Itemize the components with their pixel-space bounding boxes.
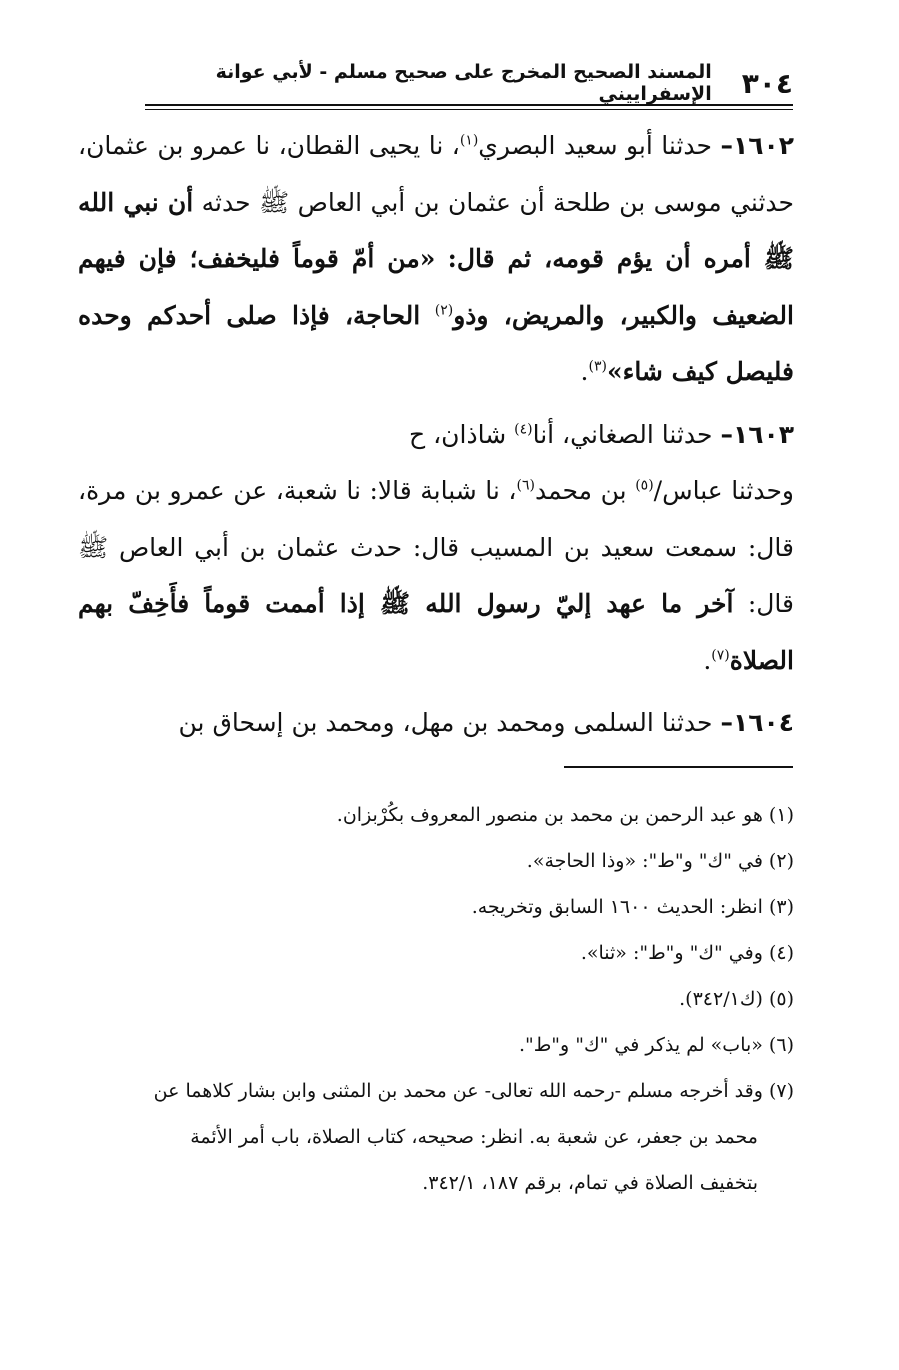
footnote-6: (٦) «باب» لم يذكر في "ك" و"ط". xyxy=(518,1034,794,1056)
footnote-3: (٣) انظر: الحديث ١٦٠٠ السابق وتخريجه. xyxy=(471,896,794,918)
narration-text: وحدثنا عباس/ xyxy=(653,476,794,505)
narration-text: شاذان، ح xyxy=(409,419,507,449)
period: . xyxy=(703,645,712,675)
hadith-1603-cont xyxy=(78,463,794,689)
hadith-quote: آخر ما عهد إليّ رسول الله ﷺ إذا أممت قوماً فأَخِفّ بهم الصلاة xyxy=(78,589,794,675)
narration-text: حدثنا أبو سعيد البصري xyxy=(478,131,712,160)
footnote-7-continued: محمد بن جعفر، عن شعبة به. انظر: صحيحه، كتاب الصلاة، باب أمر الأئمة xyxy=(190,1126,758,1148)
footnote-7-continued: بتخفيف الصلاة في تمام، برقم ١٨٧، ٣٤٢/١. xyxy=(422,1172,758,1194)
footnote-ref: (٥) xyxy=(635,477,654,494)
main-text xyxy=(78,118,794,752)
hadith-1602 xyxy=(78,118,794,401)
footnote-ref: (٣) xyxy=(588,358,607,375)
header-rule-thin xyxy=(145,109,793,110)
narration-text: ، نا شبابة قالا: نا شعبة، عن عمرو بن مرة، قال: سمعت سعيد بن المسيب قال: حدث عثمان بن أبي العاص ﷺ قال: xyxy=(78,476,794,618)
footnote-ref: (٦) xyxy=(516,477,535,494)
hadith-1603 xyxy=(78,407,794,464)
narration-text: حدثنا الصغاني، أنا xyxy=(532,419,713,449)
period: . xyxy=(580,357,589,386)
footnote-ref: (٤) xyxy=(514,421,533,438)
narration-text: حدثنا السلمى ومحمد بن مهل، ومحمد بن إسحاق بن xyxy=(178,708,713,737)
hadith-quote: «من أمّ قوماً فليخفف؛ فإن فيهم الضعيف والكبير، والمريض، وذو xyxy=(78,244,794,330)
running-title: المسند الصحيح المخرج على صحيح مسلم - لأبي عوانة الإسفراييني xyxy=(215,61,712,105)
hadith-1604 xyxy=(78,695,794,752)
hadith-number: ١٦٠٢– xyxy=(720,131,794,160)
hadith-number: ١٦٠٤– xyxy=(720,708,794,737)
footnote-ref: (٧) xyxy=(711,647,730,664)
footnote-1: (١) هو عبد الرحمن بن محمد بن منصور المعروف بكُرْبزان. xyxy=(336,804,794,826)
narration-text: ، نا يحيى القطان، نا عمرو بن عثمان، حدثني موسى بن طلحة أن عثمان بن أبي العاص ﷺ حدثه xyxy=(78,131,795,217)
footnote-5: (٥) (ك٣٤٢/١). xyxy=(679,988,794,1010)
footnote-separator xyxy=(564,766,793,768)
page-header xyxy=(145,62,793,104)
page-number: ٣٠٤ xyxy=(741,66,793,100)
footnotes xyxy=(88,792,794,1206)
hadith-number: ١٦٠٣– xyxy=(720,419,794,449)
hadith-quote: الحاجة، فإذا صلى أحدكم وحده فليصل كيف شاء» xyxy=(78,300,794,386)
footnote-4: (٤) وفي "ك" و"ط": «ثنا». xyxy=(580,942,794,964)
footnote-2: (٢) في "ك" و"ط": «وذا الحاجة». xyxy=(526,850,794,872)
narration-bold: أن نبي الله ﷺ أمره أن يؤم قومه، ثم قال: xyxy=(78,187,794,273)
footnote-ref: (٢) xyxy=(434,302,454,319)
header-rule xyxy=(145,104,793,106)
footnote-ref: (١) xyxy=(459,132,479,149)
footnote-7: (٧) وقد أخرجه مسلم -رحمه الله تعالى- عن محمد بن المثنى وابن بشار كلاهما عن xyxy=(153,1080,794,1102)
narration-text: بن محمد xyxy=(534,476,627,505)
